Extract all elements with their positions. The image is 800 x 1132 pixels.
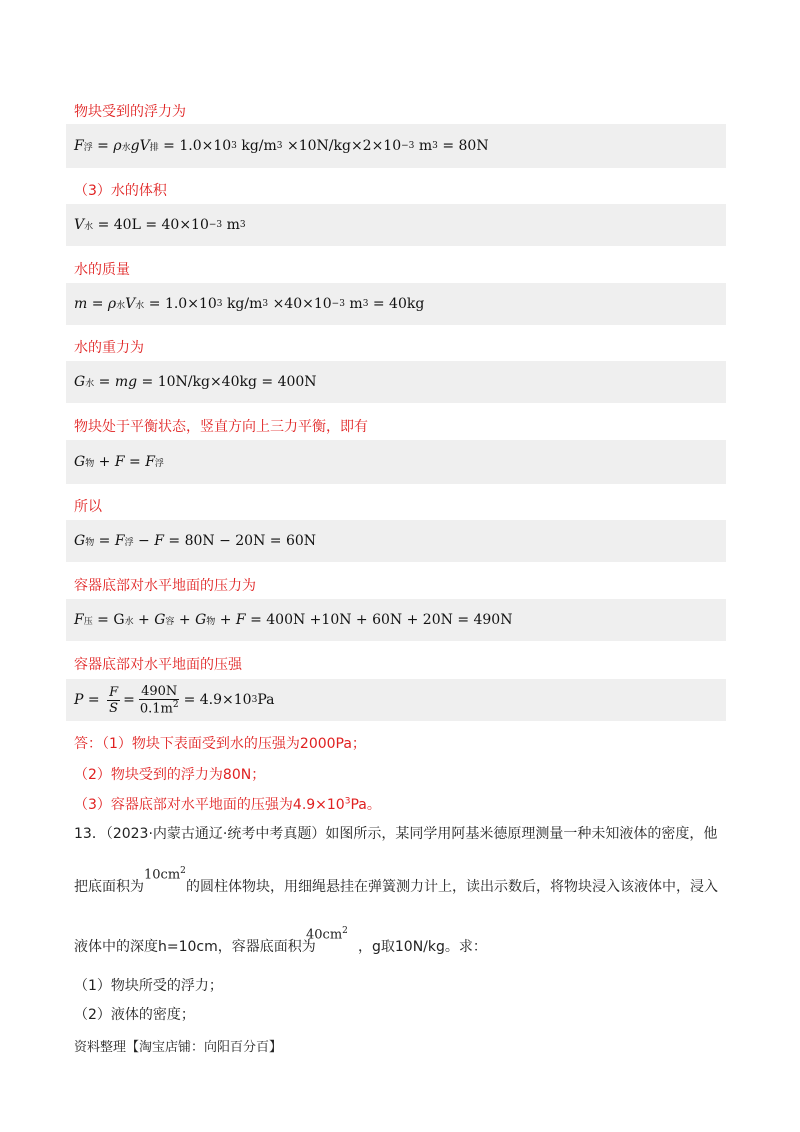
heading-buoyancy: 物块受到的浮力为 [74, 104, 186, 120]
equation-equilibrium: G 物 + F = F 浮 [66, 440, 726, 484]
equation-water-volume: V 水 = 40L = 40×10 −3 m 3 [66, 204, 726, 246]
question-1: （1）物块所受的浮力； [74, 978, 223, 994]
heading-therefore: 所以 [74, 499, 102, 515]
problem-13-line-1: 13．（2023·内蒙古通辽·统考中考真题）如图所示，某同学用阿基米德原理测量一种未知液体的密度，他 [74, 826, 718, 842]
answer-line-1: 答：（1）物块下表面受到水的压强为2000Pa； [74, 736, 366, 752]
heading-equilibrium: 物块处于平衡状态，竖直方向上三力平衡，即有 [74, 419, 368, 435]
equation-pressure: P = $\frac{F}{S}$ = $\frac{490N}{0.1m^2}$ = 4.9×10 3 Pa [66, 679, 726, 721]
heading-pressure: 容器底部对水平地面的压强 [74, 657, 242, 673]
equation-pressure-force: F 压 = G 水 + G 容 + G 物 + F = 400N +10N + 60N + 20N = 490N [66, 599, 726, 641]
answer-line-3-text: （3）容器底部对水平地面的压强为4.9×10 [74, 797, 345, 813]
area-value-1 [144, 866, 186, 882]
answer-line-3 [74, 794, 381, 814]
area-exp-2: 2 [342, 926, 348, 936]
answer-exponent: 3 [344, 796, 351, 807]
problem-13-line-2a: 把底面积为 [74, 879, 144, 895]
equation-water-weight: G 水 = mg = 10N/kg×40kg = 400N [66, 361, 726, 403]
problem-13-line-3b: ，g取10N/kg。求： [358, 939, 487, 955]
area-value-1-text: 10cm [144, 867, 181, 883]
heading-water-volume: （3）水的体积 [74, 183, 167, 199]
heading-water-mass: 水的质量 [74, 262, 130, 278]
equation-block-weight: G 物 = F 浮 − F = 80N − 20N = 60N [66, 520, 726, 562]
heading-water-weight: 水的重力为 [74, 340, 144, 356]
area-exp-1: 2 [180, 866, 186, 876]
footer-source: 资料整理【淘宝店铺：向阳百分百】 [74, 1040, 283, 1055]
equation-buoyancy: F 浮 = ρ 水 gV 排 = 1.0×10 3 kg/m 3 ×10N/kg×2×10 −3 m 3 = 80N [66, 124, 726, 168]
question-2: （2）液体的密度； [74, 1007, 195, 1023]
problem-13-line-3a: 液体中的深度h=10cm，容器底面积为 [74, 939, 316, 955]
problem-13-line-2b: 的圆柱体物块，用细绳悬挂在弹簧测力计上，读出示数后，将物块浸入该液体中，浸入 [186, 879, 718, 895]
answer-line-2: （2）物块受到的浮力为80N； [74, 767, 266, 783]
equation-water-mass: m = ρ 水 V 水 = 1.0×10 3 kg/m 3 ×40×10 −3 m 3 = 40kg [66, 283, 726, 325]
heading-pressure-force: 容器底部对水平地面的压力为 [74, 578, 256, 594]
answer-line-3-unit: Pa。 [350, 797, 381, 813]
area-value-2-text: 40cm [306, 927, 343, 943]
